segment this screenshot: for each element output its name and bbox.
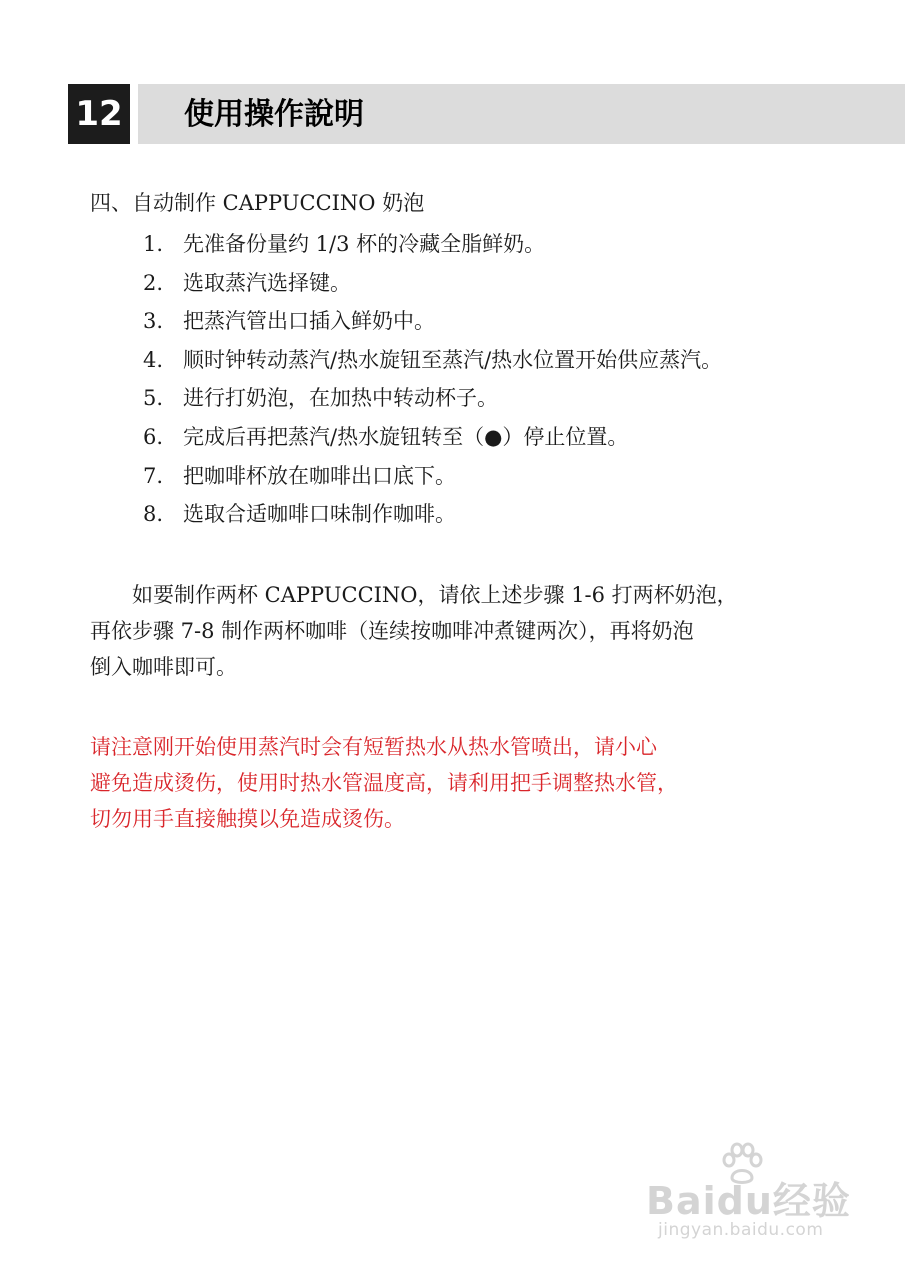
watermark-brand: Baidu经验	[646, 1179, 851, 1223]
list-item	[143, 499, 722, 538]
step-number: 1.	[143, 232, 164, 256]
warning-line: 避免造成烫伤，使用时热水管温度高，请利用把手调整热水管，	[90, 771, 678, 795]
paragraph-line: 倒入咖啡即可。	[90, 655, 237, 679]
step-number: 2.	[143, 270, 164, 295]
list-item	[143, 461, 722, 500]
section-heading: 四、自动制作 CAPPUCCINO 奶泡	[90, 191, 425, 215]
list-item	[143, 345, 722, 384]
page-header	[68, 84, 905, 144]
paragraph-line: 如要制作两杯 CAPPUCCINO，请依上述步骤 1-6 打两杯奶泡，	[90, 583, 738, 607]
title-bar	[138, 84, 905, 144]
warning-line: 切勿用手直接触摸以免造成烫伤。	[90, 807, 405, 831]
list-item	[143, 383, 722, 422]
step-text: 选取蒸汽选择键。	[183, 270, 351, 295]
step-text: 把蒸汽管出口插入鲜奶中。	[183, 309, 435, 334]
list-item	[143, 422, 722, 461]
list-item	[143, 268, 722, 307]
list-item	[143, 229, 722, 268]
step-text: 完成后再把蒸汽/热水旋钮转至（●）停止位置。	[183, 424, 629, 449]
step-number: 8.	[143, 502, 164, 527]
step-number: 7.	[143, 463, 164, 488]
step-number: 3.	[143, 309, 164, 334]
step-text: 顺时钟转动蒸汽/热水旋钮至蒸汽/热水位置开始供应蒸汽。	[183, 347, 723, 372]
step-number: 5.	[143, 386, 164, 411]
step-text: 先准备份量约 1/3 杯的冷藏全脂鲜奶。	[183, 232, 546, 256]
watermark-url: jingyan.baidu.com	[658, 1220, 824, 1240]
warning-line: 请注意刚开始使用蒸汽时会有短暂热水从热水管喷出，请小心	[90, 735, 657, 759]
instruction-paragraph	[90, 577, 830, 685]
step-text: 选取合适咖啡口味制作咖啡。	[183, 502, 456, 527]
step-text: 进行打奶泡，在加热中转动杯子。	[183, 386, 498, 411]
baidu-watermark	[640, 1142, 860, 1252]
page-number: 12	[68, 84, 130, 144]
step-number: 6.	[143, 424, 164, 449]
paragraph-line: 再依步骤 7-8 制作两杯咖啡（连续按咖啡冲煮键两次），再将奶泡	[90, 619, 694, 643]
warning-paragraph	[90, 729, 835, 837]
list-item	[143, 306, 722, 345]
step-number: 4.	[143, 347, 164, 372]
page-title: 使用操作說明	[184, 97, 364, 132]
step-text: 把咖啡杯放在咖啡出口底下。	[183, 463, 456, 488]
steps-list	[143, 229, 722, 538]
